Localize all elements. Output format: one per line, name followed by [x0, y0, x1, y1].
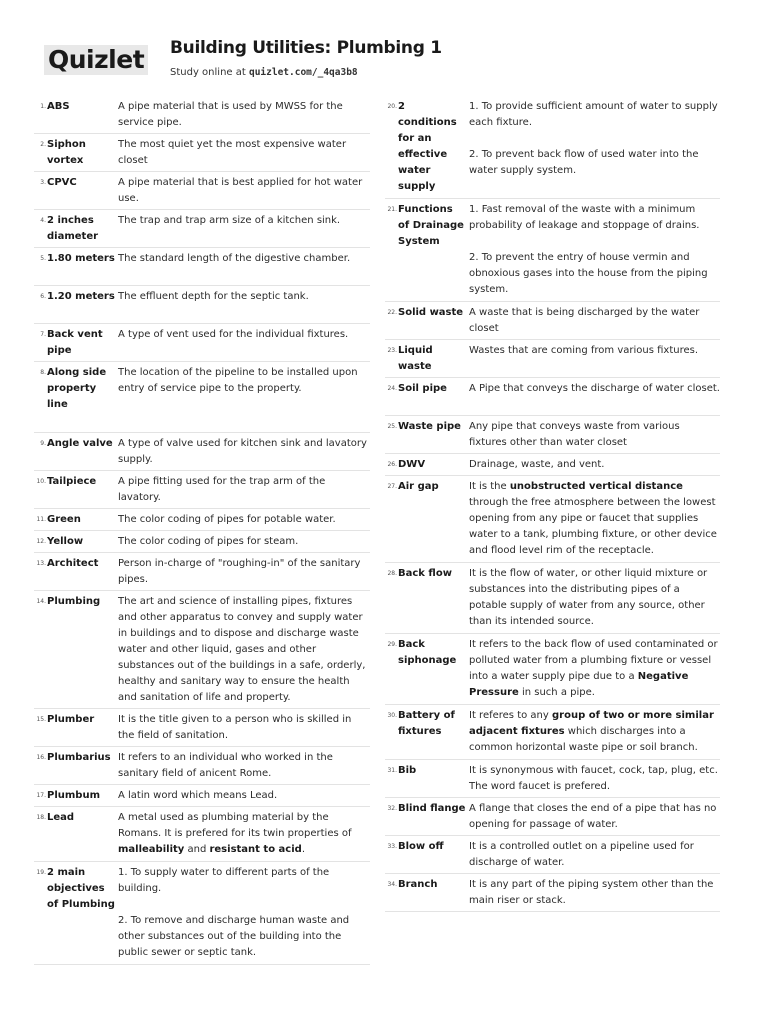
flashcard-row	[385, 199, 720, 302]
card-term: Liquid waste	[398, 345, 433, 372]
card-term: Plumbing	[47, 596, 101, 607]
card-definition	[118, 865, 370, 961]
flashcard-row	[34, 286, 370, 324]
card-definition	[118, 99, 370, 131]
card-number: 2.	[40, 141, 46, 148]
flashcard-row	[34, 591, 370, 709]
card-number: 16.	[36, 754, 46, 761]
card-definition	[469, 381, 720, 397]
flashcard-row	[385, 705, 720, 760]
card-number: 23.	[387, 347, 397, 354]
card-definition	[118, 365, 370, 397]
flashcard-row	[34, 134, 370, 172]
card-number: 19.	[36, 869, 46, 876]
card-term: CPVC	[47, 177, 77, 188]
card-number: 21.	[387, 206, 397, 213]
flashcard-row	[385, 874, 720, 912]
card-definition	[118, 594, 370, 706]
definition-paragraph: 1. To supply water to different parts of the building.	[118, 867, 330, 894]
definition-paragraph: A flange that closes the end of a pipe that has no opening for passage of water.	[469, 803, 717, 830]
flashcard-row	[34, 433, 370, 471]
card-term: ABS	[47, 101, 70, 112]
definition-paragraph: The trap and trap arm size of a kitchen sink.	[118, 215, 341, 226]
card-number: 9.	[40, 440, 46, 447]
definition-paragraph: A pipe material that is used by MWSS for the service pipe.	[118, 101, 343, 128]
card-definition	[118, 712, 370, 744]
definition-paragraph: The color coding of pipes for steam.	[118, 536, 299, 547]
flashcard-row	[34, 362, 370, 433]
flashcard-row	[34, 862, 370, 965]
definition-paragraph: A latin word which means Lead.	[118, 790, 278, 801]
definition-paragraph: A waste that is being discharged by the water closet	[469, 307, 700, 334]
card-definition	[118, 750, 370, 782]
flashcard-row	[385, 798, 720, 836]
flashcard-row	[34, 248, 370, 286]
card-term: Bib	[398, 765, 417, 776]
flashcard-row	[34, 172, 370, 210]
flashcard-row	[34, 210, 370, 248]
definition-paragraph: The most quiet yet the most expensive water closet	[118, 139, 347, 166]
definition-paragraph: A type of valve used for kitchen sink and lavatory supply.	[118, 438, 367, 465]
card-number: 33.	[387, 843, 397, 850]
card-number: 25.	[387, 423, 397, 430]
card-term: 2 conditions for an effective water supply	[398, 101, 457, 192]
flashcard-row	[385, 454, 720, 476]
card-definition	[118, 137, 370, 169]
card-number: 24.	[387, 385, 397, 392]
card-term: Blind flange	[398, 803, 466, 814]
flashcard-row	[385, 378, 720, 416]
definition-paragraph: A type of vent used for the individual fixtures.	[118, 329, 349, 340]
card-definition	[469, 343, 720, 359]
definition-paragraph: Wastes that are coming from various fixtures.	[469, 345, 699, 356]
card-term: 1.20 meters	[47, 291, 115, 302]
definition-paragraph: A pipe material that is best applied for hot water use.	[118, 177, 363, 204]
card-definition	[469, 99, 720, 179]
card-number: 22.	[387, 309, 397, 316]
definition-paragraph: 2. To prevent back flow of used water into the water supply system.	[469, 149, 699, 176]
card-term: 1.80 meters	[47, 253, 115, 264]
card-term: Blow off	[398, 841, 444, 852]
flashcard-row	[34, 709, 370, 747]
card-number: 14.	[36, 598, 46, 605]
card-term: DWV	[398, 459, 426, 470]
definition-paragraph: It is the title given to a person who is skilled in the field of sanitation.	[118, 714, 352, 741]
card-term: Angle valve	[47, 438, 113, 449]
card-term: 2 inches diameter	[47, 215, 99, 242]
study-prefix: Study online at	[170, 67, 249, 78]
definition-paragraph: Person in-charge of "roughing-in" of the sanitary pipes.	[118, 558, 361, 585]
flashcard-row	[34, 96, 370, 134]
card-term: Battery of fixtures	[398, 710, 455, 737]
card-term: 2 main objectives of Plumbing	[47, 867, 115, 910]
card-definition	[118, 289, 370, 305]
card-definition	[118, 534, 370, 550]
flashcard-row	[385, 760, 720, 798]
flashcard-row	[385, 634, 720, 705]
definition-paragraph: 1. Fast removal of the waste with a minimum probability of leakage and stoppage of drains.	[469, 204, 700, 231]
definition-paragraph: 2. To prevent the entry of house vermin and obnoxious gases into the house from the piping system.	[469, 252, 708, 295]
definition-paragraph: It refers to the back flow of used contaminated or polluted water from a plumbing fixture or vessel into a water supply pipe due to a Negative Pressure in such a pipe.	[469, 639, 718, 698]
card-definition	[469, 419, 720, 451]
card-term: Back siphonage	[398, 639, 457, 666]
definition-paragraph: The location of the pipeline to be installed upon entry of service pipe to the property.	[118, 367, 358, 394]
definition-paragraph: A metal used as plumbing material by the Romans. It is prefered for its twin properties of malleability and resistant to acid.	[118, 812, 352, 855]
flashcard-row	[385, 563, 720, 634]
definition-paragraph: It is any part of the piping system other than the main riser or stack.	[469, 879, 714, 906]
quizlet-logo: Quizlet	[44, 45, 148, 75]
card-number: 17.	[36, 792, 46, 799]
card-term: Waste pipe	[398, 421, 461, 432]
card-term: Back flow	[398, 568, 452, 579]
definition-paragraph: A Pipe that conveys the discharge of water closet.	[469, 383, 720, 394]
flashcard-row	[385, 302, 720, 340]
card-number: 27.	[387, 483, 397, 490]
card-definition	[469, 763, 720, 795]
flashcard-row	[34, 807, 370, 862]
card-definition	[469, 457, 720, 473]
card-number: 11.	[36, 516, 46, 523]
flashcard-row	[34, 531, 370, 553]
card-definition	[118, 474, 370, 506]
card-number: 26.	[387, 461, 397, 468]
card-term: Functions of Drainage System	[398, 204, 464, 247]
card-number: 3.	[40, 179, 46, 186]
flashcard-row	[34, 553, 370, 591]
left-card-column	[34, 96, 370, 965]
flashcard-row	[34, 324, 370, 362]
card-definition	[469, 305, 720, 337]
definition-paragraph: It is the unobstructed vertical distance through the free atmosphere between the lowest opening from any pipe or faucet that supplies water to a tank, plumbing fixture, or other device and flood level rim of the receptacle.	[469, 481, 717, 556]
card-term: Along side property line	[47, 367, 107, 410]
card-number: 6.	[40, 293, 46, 300]
definition-paragraph: It referes to any group of two or more similar adjacent fixtures which discharges into a common horizontal waste pipe or soil branch.	[469, 710, 714, 753]
card-term: Plumbarius	[47, 752, 111, 763]
card-number: 29.	[387, 641, 397, 648]
study-online-line	[170, 67, 358, 78]
card-term: Back vent pipe	[47, 329, 103, 356]
flashcard-row	[385, 96, 720, 199]
card-definition	[118, 436, 370, 468]
card-definition	[118, 213, 370, 229]
card-definition	[469, 839, 720, 871]
card-definition	[118, 788, 370, 804]
page-title: Building Utilities: Plumbing 1	[170, 38, 442, 58]
card-definition	[118, 327, 370, 343]
definition-paragraph: The color coding of pipes for potable water.	[118, 514, 336, 525]
card-definition	[469, 801, 720, 833]
definition-paragraph: A pipe fitting used for the trap arm of the lavatory.	[118, 476, 326, 503]
flashcard-row	[385, 476, 720, 563]
card-term: Architect	[47, 558, 99, 569]
card-definition	[118, 175, 370, 207]
card-term: Branch	[398, 879, 438, 890]
flashcard-row	[385, 416, 720, 454]
card-definition	[469, 566, 720, 630]
card-number: 15.	[36, 716, 46, 723]
card-number: 30.	[387, 712, 397, 719]
definition-paragraph: 1. To provide sufficient amount of water to supply each fixture.	[469, 101, 718, 128]
flashcard-row	[34, 509, 370, 531]
card-definition	[469, 637, 720, 701]
card-number: 8.	[40, 369, 46, 376]
definition-paragraph: It is a controlled outlet on a pipeline used for discharge of water.	[469, 841, 694, 868]
card-definition	[118, 512, 370, 528]
card-term: Lead	[47, 812, 75, 823]
definition-paragraph: It is the flow of water, or other liquid mixture or substances into the distributing pipes of a potable supply of water from any source, other than its intended source.	[469, 568, 708, 627]
card-number: 32.	[387, 805, 397, 812]
definition-paragraph: The art and science of installing pipes, fixtures and other apparatus to convey and supply water in buildings and to dispose and discharge waste water and other liquid, gases and other substances out of the buildings in a safe, orderly, healthy and sanitary way to ensure the health and sanitation of life and property.	[118, 596, 366, 703]
card-term: Siphon vortex	[47, 139, 86, 166]
study-url-link[interactable]: quizlet.com/_4qa3b8	[248, 67, 358, 78]
card-term: Tailpiece	[47, 476, 97, 487]
card-definition	[469, 877, 720, 909]
definition-paragraph: 2. To remove and discharge human waste and other substances out of the building into the public sewer or septic tank.	[118, 915, 350, 958]
definition-paragraph: Drainage, waste, and vent.	[469, 459, 605, 470]
card-definition	[118, 810, 370, 858]
flashcard-row	[385, 836, 720, 874]
page-header	[44, 38, 734, 88]
card-term: Plumbum	[47, 790, 100, 801]
card-term: Soil pipe	[398, 383, 447, 394]
card-number: 4.	[40, 217, 46, 224]
right-card-column	[385, 96, 720, 912]
card-term: Air gap	[398, 481, 439, 492]
card-term: Yellow	[47, 536, 84, 547]
card-number: 18.	[36, 814, 46, 821]
card-number: 1.	[40, 103, 46, 110]
card-number: 12.	[36, 538, 46, 545]
card-number: 5.	[40, 255, 46, 262]
card-number: 34.	[387, 881, 397, 888]
card-number: 13.	[36, 560, 46, 567]
card-definition	[469, 479, 720, 559]
card-definition	[469, 708, 720, 756]
card-number: 31.	[387, 767, 397, 774]
flashcard-row	[34, 785, 370, 807]
flashcard-row	[34, 747, 370, 785]
card-definition	[118, 251, 370, 267]
card-definition	[469, 202, 720, 298]
card-number: 28.	[387, 570, 397, 577]
card-number: 20.	[387, 103, 397, 110]
definition-paragraph: The standard length of the digestive chamber.	[118, 253, 351, 264]
card-number: 7.	[40, 331, 46, 338]
card-number: 10.	[36, 478, 46, 485]
card-definition	[118, 556, 370, 588]
flashcard-row	[34, 471, 370, 509]
card-term: Green	[47, 514, 81, 525]
card-term: Plumber	[47, 714, 95, 725]
card-term: Solid waste	[398, 307, 464, 318]
definition-paragraph: It is synonymous with faucet, cock, tap, plug, etc. The word faucet is prefered.	[469, 765, 718, 792]
flashcard-row	[385, 340, 720, 378]
definition-paragraph: The effluent depth for the septic tank.	[118, 291, 309, 302]
definition-paragraph: Any pipe that conveys waste from various fixtures other than water closet	[469, 421, 680, 448]
definition-paragraph: It refers to an individual who worked in the sanitary field of anicent Rome.	[118, 752, 333, 779]
